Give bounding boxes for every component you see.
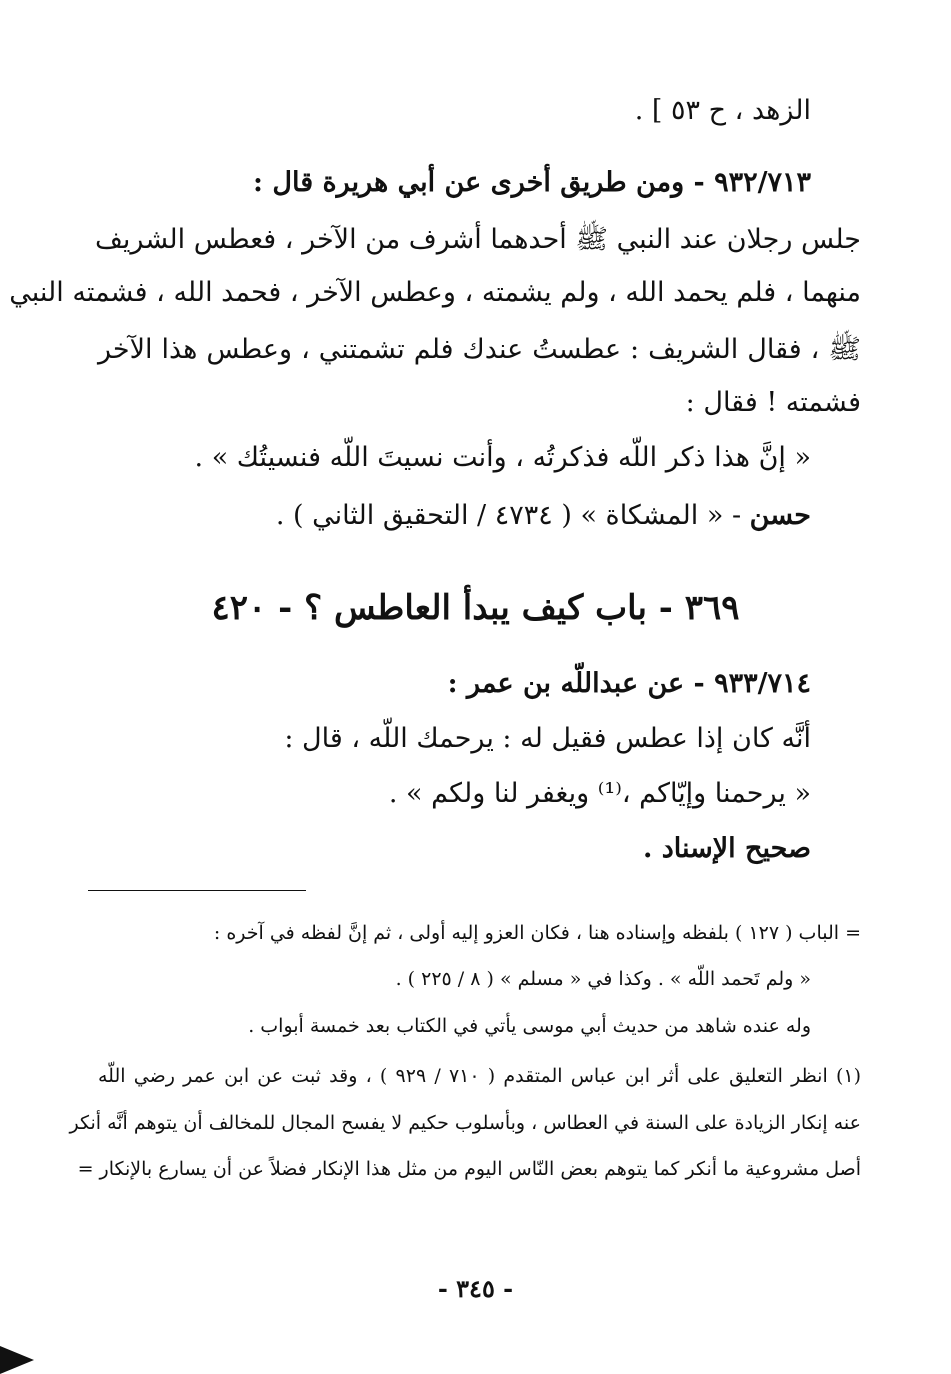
- grade-label: حسن: [749, 500, 811, 531]
- hadith-713-line-4: فشمته ! فقال :: [685, 387, 861, 418]
- hadith-714-quote: « يرحمنا وإيّاكم ،⁽¹⁾ ويغفر لنا ولكم » .: [388, 778, 811, 809]
- hadith-713-grading: [276, 500, 811, 531]
- hadith-713-line-3: ﷺ ، فقال الشريف : عطستُ عندك فلم تشمتني ، وعطس هذا الآخر: [98, 334, 861, 365]
- footnote-line-2: « ولم تَحمد اللّه » . وكذا في « مسلم » ( ٨ / ٢٢٥ ) .: [395, 968, 811, 990]
- footnote-line-3: وله عنده شاهد من حديث أبي موسى يأتي في الكتاب بعد خمسة أبواب .: [248, 1015, 811, 1037]
- footnote-line-6: أصل مشروعية ما أنكر كما يتوهم بعض النّاس اليوم من مثل هذا الإنكار فضلاً عن أن يسارع بالإنكار =: [77, 1158, 861, 1180]
- page-number: - ٣٤٥ -: [437, 1274, 514, 1303]
- footnote-separator: [88, 890, 306, 891]
- corner-triangle-mark: [0, 1346, 34, 1374]
- chapter-heading: ٣٦٩ - باب كيف يبدأ العاطس ؟ - ٤٢٠: [211, 588, 740, 628]
- hadith-713-heading: ٩٣٢/٧١٣ - ومن طريق أخرى عن أبي هريرة قال :: [253, 167, 811, 198]
- footnote-line-4: (١) انظر التعليق على أثر ابن عباس المتقدم ( ٧١٠ / ٩٢٩ ) ، وقد ثبت عن ابن عمر رضي اللّه: [98, 1065, 861, 1087]
- hadith-713-line-2: منهما ، فلم يحمد الله ، ولم يشمته ، وعطس الآخر ، فحمد الله ، فشمته النبي: [9, 277, 861, 308]
- footnote-line-5: عنه إنكار الزيادة على السنة في العطاس ، وبأسلوب حكيم لا يفسح المجال للمخالف أن يتوهم أنَّه أنكر: [69, 1112, 861, 1134]
- hadith-714-line-1: أنَّه كان إذا عطس فقيل له : يرحمك اللّه ، قال :: [284, 723, 811, 754]
- hadith-714-heading: ٩٣٣/٧١٤ - عن عبداللّه بن عمر :: [447, 668, 811, 699]
- footnote-line-1: = الباب ( ١٢٧ ) بلفظه وإسناده هنا ، فكان العزو إليه أولى ، ثم إنَّ لفظه في آخره :: [213, 922, 861, 944]
- continuation-line: الزهد ، ح ٥٣ ] .: [634, 95, 811, 126]
- hadith-713-quote: « إنَّ هذا ذكر اللّه فذكرتُه ، وأنت نسيتَ اللّه فنسيتُك » .: [194, 442, 811, 473]
- hadith-714-grading: صحيح الإسناد .: [642, 833, 811, 864]
- hadith-713-line-1: جلس رجلان عند النبي ﷺ أحدهما أشرف من الآخر ، فعطس الشريف: [94, 224, 861, 255]
- grade-source: - « المشكاة » ( ٤٧٣٤ / التحقيق الثاني ) .: [275, 500, 750, 531]
